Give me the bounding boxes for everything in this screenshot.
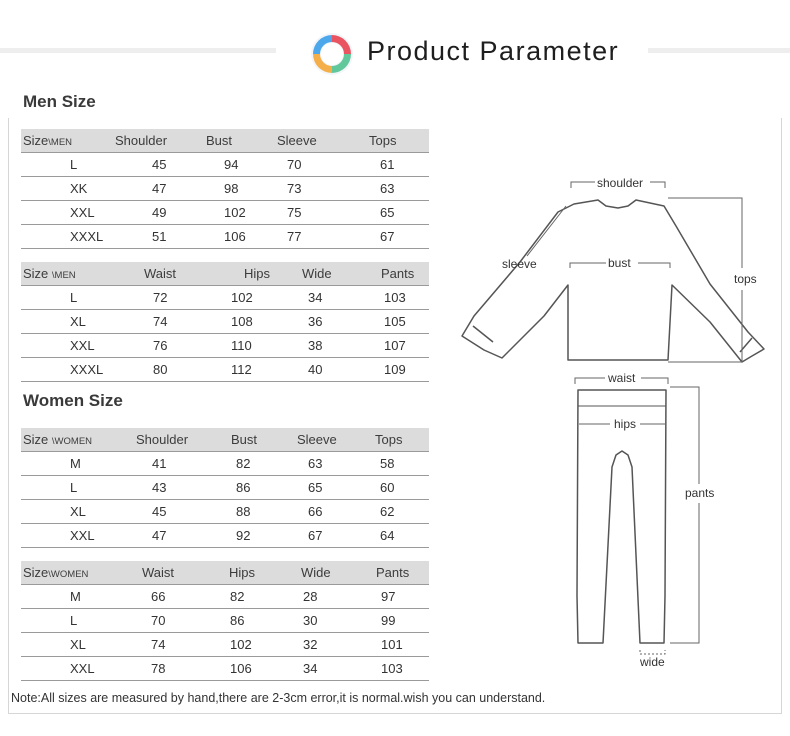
size-cell: L (21, 476, 121, 500)
table-cell: 67 (348, 225, 429, 249)
table-row (21, 310, 429, 334)
column-header: Tops (348, 129, 429, 153)
table-cell: 103 (354, 286, 429, 310)
size-cell: XL (21, 633, 115, 657)
measurement-diagram (455, 165, 775, 675)
table-row (21, 201, 429, 225)
women-size-title: Women Size (23, 391, 123, 410)
table-cell: 92 (213, 524, 283, 548)
table-header-row (21, 262, 429, 286)
column-header: Wide (273, 561, 348, 585)
table-cell: 99 (348, 609, 429, 633)
header-divider-right (648, 48, 790, 53)
table-cell: 32 (273, 633, 348, 657)
table-cell: 106 (191, 225, 263, 249)
table-cell: 70 (263, 153, 348, 177)
table-cell: 43 (121, 476, 213, 500)
size-cell: XXL (21, 334, 111, 358)
column-header: Pants (348, 561, 429, 585)
table-cell: 77 (263, 225, 348, 249)
shoulder-label: shoulder (597, 176, 644, 190)
size-header: Size\WOMEN (21, 561, 115, 585)
table-cell: 45 (111, 153, 191, 177)
table-cell: 101 (348, 633, 429, 657)
table-cell: 74 (115, 633, 198, 657)
table-cell: 106 (198, 657, 273, 681)
table-row (21, 609, 429, 633)
column-header: Tops (370, 428, 429, 452)
sleeve-measure-line (527, 206, 566, 256)
table-cell: 47 (121, 524, 213, 548)
table-cell: 65 (283, 476, 370, 500)
column-header: Bust (191, 129, 263, 153)
table-cell: 51 (111, 225, 191, 249)
table-cell: 110 (193, 334, 286, 358)
wide-label: wide (640, 655, 665, 669)
table-header-row (21, 428, 429, 452)
shirt-outline (462, 200, 764, 362)
pants-measure-line (670, 387, 699, 643)
table-row (21, 153, 429, 177)
table-row (21, 500, 429, 524)
page-title: Product Parameter (367, 36, 620, 66)
column-header: Bust (213, 428, 283, 452)
table-cell: 97 (348, 585, 429, 609)
table-cell: 82 (198, 585, 273, 609)
table-cell: 30 (273, 609, 348, 633)
table-cell: 58 (370, 452, 429, 476)
table-cell: 78 (115, 657, 198, 681)
table-cell: 109 (354, 358, 429, 382)
table-cell: 75 (263, 201, 348, 225)
column-header: Sleeve (263, 129, 348, 153)
table-cell: 38 (286, 334, 354, 358)
table-cell: 107 (354, 334, 429, 358)
pants-label: pants (685, 486, 715, 500)
women-tops-table (21, 428, 429, 548)
size-cell: XXXL (21, 225, 111, 249)
table-cell: 70 (115, 609, 198, 633)
table-header-row (21, 561, 429, 585)
table-cell: 41 (121, 452, 213, 476)
table-cell: 45 (121, 500, 213, 524)
size-cell: L (21, 153, 111, 177)
table-cell: 47 (111, 177, 191, 201)
size-cell: XXL (21, 524, 121, 548)
table-cell: 72 (111, 286, 193, 310)
column-header: Hips (198, 561, 273, 585)
column-header: Waist (115, 561, 198, 585)
table-row (21, 585, 429, 609)
size-cell: XXXL (21, 358, 111, 382)
size-cell: L (21, 286, 111, 310)
size-cell: XK (21, 177, 111, 201)
table-cell: 82 (213, 452, 283, 476)
table-row (21, 452, 429, 476)
column-header: Shoulder (121, 428, 213, 452)
size-cell: M (21, 452, 121, 476)
bust-label: bust (608, 256, 631, 270)
table-cell: 102 (193, 286, 286, 310)
table-row (21, 476, 429, 500)
men-size-title: Men Size (23, 92, 96, 111)
table-row (21, 633, 429, 657)
column-header: Sleeve (283, 428, 370, 452)
column-header: Hips (193, 262, 286, 286)
measurement-note: Note:All sizes are measured by hand,there are 2-3cm error,it is normal.wish you can understand. (11, 691, 546, 705)
table-cell: 76 (111, 334, 193, 358)
table-cell: 64 (370, 524, 429, 548)
size-cell: XXL (21, 201, 111, 225)
table-cell: 108 (193, 310, 286, 334)
tops-measure-line (668, 198, 742, 362)
table-cell: 62 (370, 500, 429, 524)
table-cell: 40 (286, 358, 354, 382)
table-header-row (21, 129, 429, 153)
table-row (21, 225, 429, 249)
table-cell: 66 (283, 500, 370, 524)
table-cell: 74 (111, 310, 193, 334)
table-cell: 66 (115, 585, 198, 609)
table-cell: 65 (348, 201, 429, 225)
men-pants-table (21, 262, 429, 382)
left-cuff-line (473, 326, 493, 342)
waist-label: waist (608, 371, 636, 385)
table-cell: 61 (348, 153, 429, 177)
column-header: Waist (111, 262, 193, 286)
header-divider-left (0, 48, 276, 53)
table-cell: 86 (213, 476, 283, 500)
column-header: Shoulder (111, 129, 191, 153)
table-row (21, 286, 429, 310)
table-row (21, 177, 429, 201)
table-cell: 67 (283, 524, 370, 548)
table-row (21, 524, 429, 548)
tops-label: tops (734, 272, 757, 286)
table-cell: 63 (348, 177, 429, 201)
table-cell: 60 (370, 476, 429, 500)
size-cell: XL (21, 310, 111, 334)
table-cell: 88 (213, 500, 283, 524)
table-cell: 102 (191, 201, 263, 225)
table-cell: 34 (286, 286, 354, 310)
size-header: Size \WOMEN (21, 428, 121, 452)
table-cell: 49 (111, 201, 191, 225)
wide-measure-line (640, 650, 665, 654)
women-pants-table (21, 561, 429, 681)
table-row (21, 657, 429, 681)
size-header: Size \MEN (21, 262, 111, 286)
table-row (21, 358, 429, 382)
table-cell: 63 (283, 452, 370, 476)
hips-label: hips (614, 417, 637, 431)
table-cell: 102 (198, 633, 273, 657)
table-cell: 80 (111, 358, 193, 382)
size-cell: XL (21, 500, 121, 524)
table-cell: 86 (198, 609, 273, 633)
table-cell: 34 (273, 657, 348, 681)
table-cell: 98 (191, 177, 263, 201)
column-header: Pants (354, 262, 429, 286)
size-cell: XXL (21, 657, 115, 681)
table-cell: 105 (354, 310, 429, 334)
table-cell: 28 (273, 585, 348, 609)
table-cell: 36 (286, 310, 354, 334)
column-header: Wide (286, 262, 354, 286)
size-cell: L (21, 609, 115, 633)
table-row (21, 334, 429, 358)
table-cell: 103 (348, 657, 429, 681)
size-cell: M (21, 585, 115, 609)
table-cell: 112 (193, 358, 286, 382)
brand-logo-icon (308, 30, 356, 78)
men-tops-table (21, 129, 429, 249)
sleeve-label: sleeve (502, 257, 537, 271)
table-cell: 94 (191, 153, 263, 177)
size-header: Size\MEN (21, 129, 111, 153)
table-cell: 73 (263, 177, 348, 201)
